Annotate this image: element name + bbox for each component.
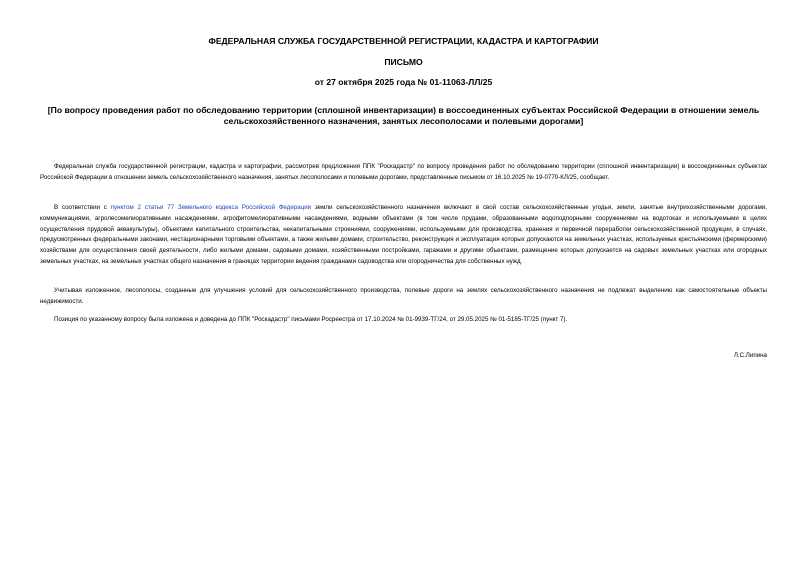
- paragraph-legal-basis-lead: В соответствии с: [54, 204, 111, 212]
- paragraph-legal-basis-rest: земли сельскохозяйственного назначения включают в свой состав сельскохозяйственные угодья, земли, занятые внутрихозяйственными дорогами, коммуникациями, агролесомелиоративными насаждениями, агрофитомелиоративными насаждениями, водными объектами (в том числе прудами, образованными водоподпорными сооружениями на водотоках и используемыми в целях осуществления прудовой аквакультуры), объектами капитального строительства, некапитальными строениями, сооружениями, используемыми для производства, хранения и первичной переработки сельскохозяйственной продукции, в случаях, предусмотренных федеральными законами, нестационарными торговыми объектами, а также жилыми домами, строительство, реконструкция и эксплуатация которых допускаются на земельных участках, используемых крестьянскими (фермерскими) хозяйствами для осуществления своей деятельности, либо жилыми домами, садовыми домами, хозяйственными постройками, гаражами и другими объектами, размещение которых допускается на садовых земельных участках или огородных земельных участках, на земельных участках общего назначения в границах территории ведения гражданами садоводства или огородничества для собственных нужд.: [40, 204, 768, 265]
- agency-title: ФЕДЕРАЛЬНАЯ СЛУЖБА ГОСУДАРСТВЕННОЙ РЕГИСТРАЦИИ, КАДАСТРА И КАРТОГРАФИИ: [208, 36, 599, 46]
- paragraph-conclusion: Учитывая изложенное, лесополосы, созданные для улучшения условий для сельскохозяйственного производства, полевые дороги на землях сельскохозяйственного назначения не подлежат выделению как самостоятельные объекты недвижимости.: [40, 287, 767, 305]
- paragraph-intro: Федеральная служба государственной регистрации, кадастра и картографии, рассмотрев предложения ППК "Роскадастр" по вопросу проведения работ по обследованию территории (сплошной инвентаризации) в воссоединенных субъектах Российской Федерации в отношении земель сельскохозяйственного назначения, занятых лесополосами и полевыми дорогами, представленные письмом от 16.10.2025 № 19-0770-КЛ/25, сообщает.: [40, 163, 767, 181]
- document-type: ПИСЬМО: [384, 57, 423, 67]
- land-code-article-link[interactable]: пунктом 2 статьи 77 Земельного кодекса Российской Федерации: [110, 204, 312, 212]
- paragraph-legal-basis: [40, 203, 767, 267]
- document-subject: [По вопросу проведения работ по обследованию территории (сплошной инвентаризации) в воссоединенных субъектах Российской Федерации в отношении земель сельскохозяйственного назначения, занятых лесополосами и полевыми дорогами]: [47, 105, 760, 126]
- document-date-number: от 27 октября 2025 года № 01-11063-ЛЛ/25: [314, 77, 493, 87]
- signature: Л.С.Липина: [733, 352, 767, 359]
- paragraph-prior-letters: Позиция по указанному вопросу была изложена и доведена до ППК "Роскадастр" письмами Росреестра от 17.10.2024 № 01-9939-ТГ/24, от 29.05.2025 № 01-5185-ТГ/25 (пункт 7).: [54, 316, 568, 324]
